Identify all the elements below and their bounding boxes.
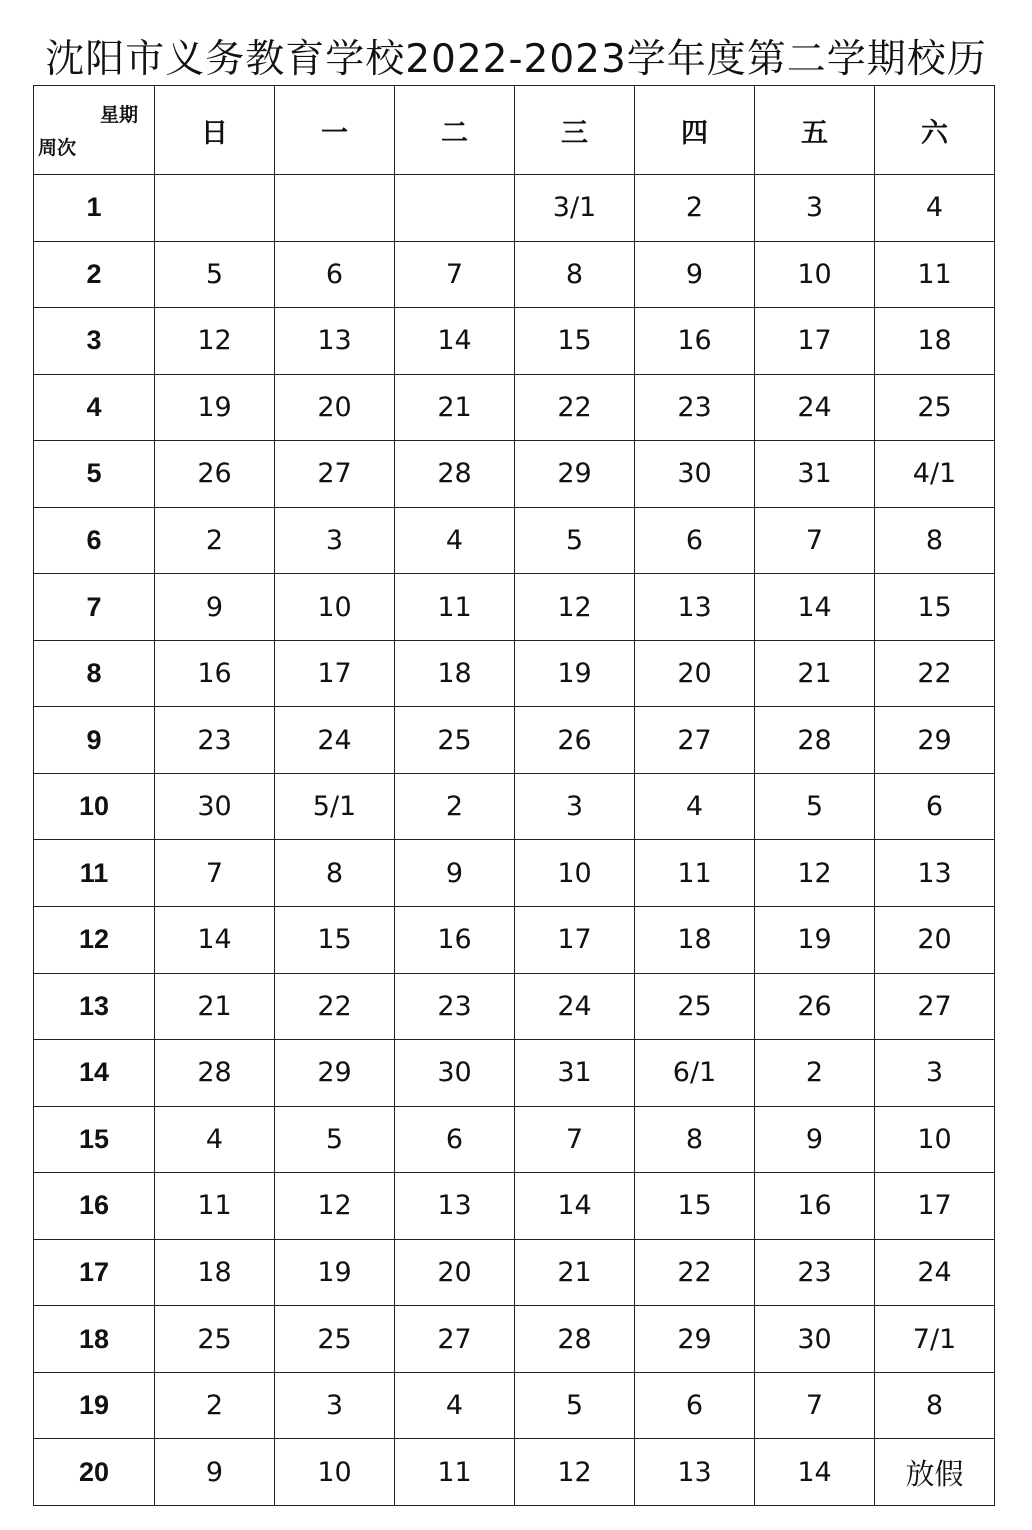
date-cell-sat: 8 (875, 507, 995, 574)
date-cell-sat: 18 (875, 308, 995, 375)
date-cell-mon: 13 (275, 308, 395, 375)
date-cell-tue: 16 (395, 907, 515, 974)
date-cell-wed: 14 (515, 1173, 635, 1240)
date-cell-tue: 21 (395, 374, 515, 441)
date-cell-tue: 4 (395, 507, 515, 574)
date-cell-sun: 14 (155, 907, 275, 974)
date-cell-sun: 16 (155, 640, 275, 707)
date-cell-tue: 28 (395, 441, 515, 508)
date-cell-tue: 7 (395, 241, 515, 308)
date-cell-tue: 25 (395, 707, 515, 774)
week-number: 12 (34, 907, 155, 974)
date-cell-mon: 8 (275, 840, 395, 907)
date-cell-sat: 4 (875, 175, 995, 242)
table-row (34, 441, 995, 508)
date-cell-tue (395, 175, 515, 242)
week-number: 17 (34, 1239, 155, 1306)
week-number: 18 (34, 1306, 155, 1373)
date-cell-wed: 24 (515, 973, 635, 1040)
date-cell-sun: 28 (155, 1040, 275, 1107)
table-row (34, 1306, 995, 1373)
week-number: 8 (34, 640, 155, 707)
date-cell-thu: 22 (635, 1239, 755, 1306)
date-cell-tue: 13 (395, 1173, 515, 1240)
date-cell-mon (275, 175, 395, 242)
date-cell-tue: 30 (395, 1040, 515, 1107)
date-cell-mon: 25 (275, 1306, 395, 1373)
week-number: 3 (34, 308, 155, 375)
date-cell-wed: 12 (515, 574, 635, 641)
date-cell-sat: 放假 (875, 1439, 995, 1506)
week-number: 13 (34, 973, 155, 1040)
date-cell-fri: 28 (755, 707, 875, 774)
date-cell-tue: 23 (395, 973, 515, 1040)
date-cell-wed: 5 (515, 1372, 635, 1439)
day-header-tue: 二 (395, 86, 515, 175)
table-row (34, 640, 995, 707)
date-cell-sun: 25 (155, 1306, 275, 1373)
table-row (34, 1439, 995, 1506)
date-cell-wed: 12 (515, 1439, 635, 1506)
week-number: 14 (34, 1040, 155, 1107)
date-cell-mon: 10 (275, 1439, 395, 1506)
date-cell-fri: 7 (755, 1372, 875, 1439)
date-cell-mon: 22 (275, 973, 395, 1040)
week-number: 9 (34, 707, 155, 774)
date-cell-wed: 17 (515, 907, 635, 974)
date-cell-sat: 3 (875, 1040, 995, 1107)
date-cell-wed: 28 (515, 1306, 635, 1373)
date-cell-thu: 25 (635, 973, 755, 1040)
date-cell-sun: 21 (155, 973, 275, 1040)
date-cell-fri: 21 (755, 640, 875, 707)
date-cell-sun: 11 (155, 1173, 275, 1240)
date-cell-fri: 26 (755, 973, 875, 1040)
day-header-sun: 日 (155, 86, 275, 175)
week-number: 5 (34, 441, 155, 508)
date-cell-sat: 6 (875, 773, 995, 840)
date-cell-sat: 29 (875, 707, 995, 774)
table-row (34, 1173, 995, 1240)
table-row (34, 374, 995, 441)
week-number: 20 (34, 1439, 155, 1506)
date-cell-thu: 6 (635, 1372, 755, 1439)
date-cell-mon: 15 (275, 907, 395, 974)
date-cell-thu: 11 (635, 840, 755, 907)
date-cell-sat: 15 (875, 574, 995, 641)
date-cell-mon: 3 (275, 507, 395, 574)
date-cell-mon: 19 (275, 1239, 395, 1306)
table-row (34, 1239, 995, 1306)
date-cell-fri: 31 (755, 441, 875, 508)
date-cell-thu: 6 (635, 507, 755, 574)
date-cell-wed: 31 (515, 1040, 635, 1107)
date-cell-mon: 5 (275, 1106, 395, 1173)
date-cell-sun: 9 (155, 1439, 275, 1506)
date-cell-sun: 2 (155, 1372, 275, 1439)
date-cell-tue: 6 (395, 1106, 515, 1173)
week-number: 16 (34, 1173, 155, 1240)
date-cell-sat: 24 (875, 1239, 995, 1306)
date-cell-thu: 2 (635, 175, 755, 242)
date-cell-sun (155, 175, 275, 242)
table-row (34, 574, 995, 641)
date-cell-sat: 13 (875, 840, 995, 907)
date-cell-sun: 9 (155, 574, 275, 641)
date-cell-mon: 17 (275, 640, 395, 707)
date-cell-tue: 20 (395, 1239, 515, 1306)
week-number: 1 (34, 175, 155, 242)
date-cell-sat: 4/1 (875, 441, 995, 508)
date-cell-tue: 14 (395, 308, 515, 375)
date-cell-sun: 2 (155, 507, 275, 574)
date-cell-wed: 26 (515, 707, 635, 774)
date-cell-sun: 12 (155, 308, 275, 375)
day-header-fri: 五 (755, 86, 875, 175)
date-cell-wed: 29 (515, 441, 635, 508)
week-number: 6 (34, 507, 155, 574)
date-cell-mon: 6 (275, 241, 395, 308)
date-cell-wed: 8 (515, 241, 635, 308)
date-cell-wed: 7 (515, 1106, 635, 1173)
table-row (34, 907, 995, 974)
day-header-sat: 六 (875, 86, 995, 175)
date-cell-thu: 23 (635, 374, 755, 441)
date-cell-thu: 29 (635, 1306, 755, 1373)
date-cell-tue: 11 (395, 1439, 515, 1506)
page-title: 沈阳市义务教育学校2022-2023学年度第二学期校历 (45, 37, 987, 82)
day-header-mon: 一 (275, 86, 395, 175)
table-row (34, 840, 995, 907)
week-number: 4 (34, 374, 155, 441)
date-cell-fri: 10 (755, 241, 875, 308)
date-cell-fri: 14 (755, 574, 875, 641)
week-number: 19 (34, 1372, 155, 1439)
date-cell-fri: 17 (755, 308, 875, 375)
date-cell-fri: 2 (755, 1040, 875, 1107)
date-cell-sat: 22 (875, 640, 995, 707)
day-header-wed: 三 (515, 86, 635, 175)
date-cell-thu: 15 (635, 1173, 755, 1240)
date-cell-fri: 16 (755, 1173, 875, 1240)
date-cell-mon: 10 (275, 574, 395, 641)
date-cell-sat: 11 (875, 241, 995, 308)
header-row (34, 86, 995, 175)
date-cell-thu: 8 (635, 1106, 755, 1173)
table-row (34, 308, 995, 375)
date-cell-thu: 4 (635, 773, 755, 840)
date-cell-fri: 12 (755, 840, 875, 907)
table-row (34, 507, 995, 574)
week-axis-label: 周次 (38, 137, 77, 159)
date-cell-fri: 14 (755, 1439, 875, 1506)
date-cell-fri: 3 (755, 175, 875, 242)
week-number: 15 (34, 1106, 155, 1173)
date-cell-mon: 20 (275, 374, 395, 441)
table-row (34, 1372, 995, 1439)
date-cell-fri: 5 (755, 773, 875, 840)
week-number: 10 (34, 773, 155, 840)
date-cell-wed: 15 (515, 308, 635, 375)
date-cell-tue: 27 (395, 1306, 515, 1373)
date-cell-thu: 13 (635, 574, 755, 641)
date-cell-sun: 30 (155, 773, 275, 840)
date-cell-wed: 22 (515, 374, 635, 441)
date-cell-sun: 26 (155, 441, 275, 508)
date-cell-mon: 27 (275, 441, 395, 508)
date-cell-thu: 16 (635, 308, 755, 375)
date-cell-tue: 2 (395, 773, 515, 840)
corner-header-cell (34, 86, 155, 175)
table-row (34, 707, 995, 774)
date-cell-wed: 3 (515, 773, 635, 840)
date-cell-tue: 18 (395, 640, 515, 707)
table-row (34, 175, 995, 242)
date-cell-mon: 24 (275, 707, 395, 774)
date-cell-sun: 7 (155, 840, 275, 907)
date-cell-sun: 4 (155, 1106, 275, 1173)
date-cell-fri: 23 (755, 1239, 875, 1306)
date-cell-wed: 21 (515, 1239, 635, 1306)
date-cell-mon: 3 (275, 1372, 395, 1439)
week-number: 11 (34, 840, 155, 907)
date-cell-sun: 18 (155, 1239, 275, 1306)
date-cell-sat: 20 (875, 907, 995, 974)
date-cell-sat: 10 (875, 1106, 995, 1173)
day-header-thu: 四 (635, 86, 755, 175)
date-cell-wed: 3/1 (515, 175, 635, 242)
week-number: 2 (34, 241, 155, 308)
school-calendar-table (33, 85, 995, 1506)
date-cell-sun: 19 (155, 374, 275, 441)
date-cell-wed: 10 (515, 840, 635, 907)
date-cell-mon: 5/1 (275, 773, 395, 840)
date-cell-sat: 8 (875, 1372, 995, 1439)
table-row (34, 241, 995, 308)
date-cell-thu: 6/1 (635, 1040, 755, 1107)
date-cell-mon: 12 (275, 1173, 395, 1240)
date-cell-wed: 19 (515, 640, 635, 707)
date-cell-fri: 24 (755, 374, 875, 441)
table-row (34, 1040, 995, 1107)
date-cell-wed: 5 (515, 507, 635, 574)
date-cell-sun: 5 (155, 241, 275, 308)
table-row (34, 773, 995, 840)
weekday-axis-label: 星期 (99, 104, 138, 126)
date-cell-mon: 29 (275, 1040, 395, 1107)
date-cell-thu: 18 (635, 907, 755, 974)
date-cell-fri: 7 (755, 507, 875, 574)
date-cell-sun: 23 (155, 707, 275, 774)
table-row (34, 973, 995, 1040)
date-cell-thu: 13 (635, 1439, 755, 1506)
week-number: 7 (34, 574, 155, 641)
date-cell-fri: 30 (755, 1306, 875, 1373)
date-cell-sat: 25 (875, 374, 995, 441)
date-cell-fri: 19 (755, 907, 875, 974)
date-cell-thu: 9 (635, 241, 755, 308)
date-cell-sat: 17 (875, 1173, 995, 1240)
date-cell-tue: 11 (395, 574, 515, 641)
date-cell-thu: 27 (635, 707, 755, 774)
date-cell-tue: 4 (395, 1372, 515, 1439)
date-cell-sat: 27 (875, 973, 995, 1040)
date-cell-tue: 9 (395, 840, 515, 907)
date-cell-thu: 20 (635, 640, 755, 707)
date-cell-thu: 30 (635, 441, 755, 508)
date-cell-sat: 7/1 (875, 1306, 995, 1373)
date-cell-fri: 9 (755, 1106, 875, 1173)
table-row (34, 1106, 995, 1173)
calendar-body (34, 175, 995, 1506)
